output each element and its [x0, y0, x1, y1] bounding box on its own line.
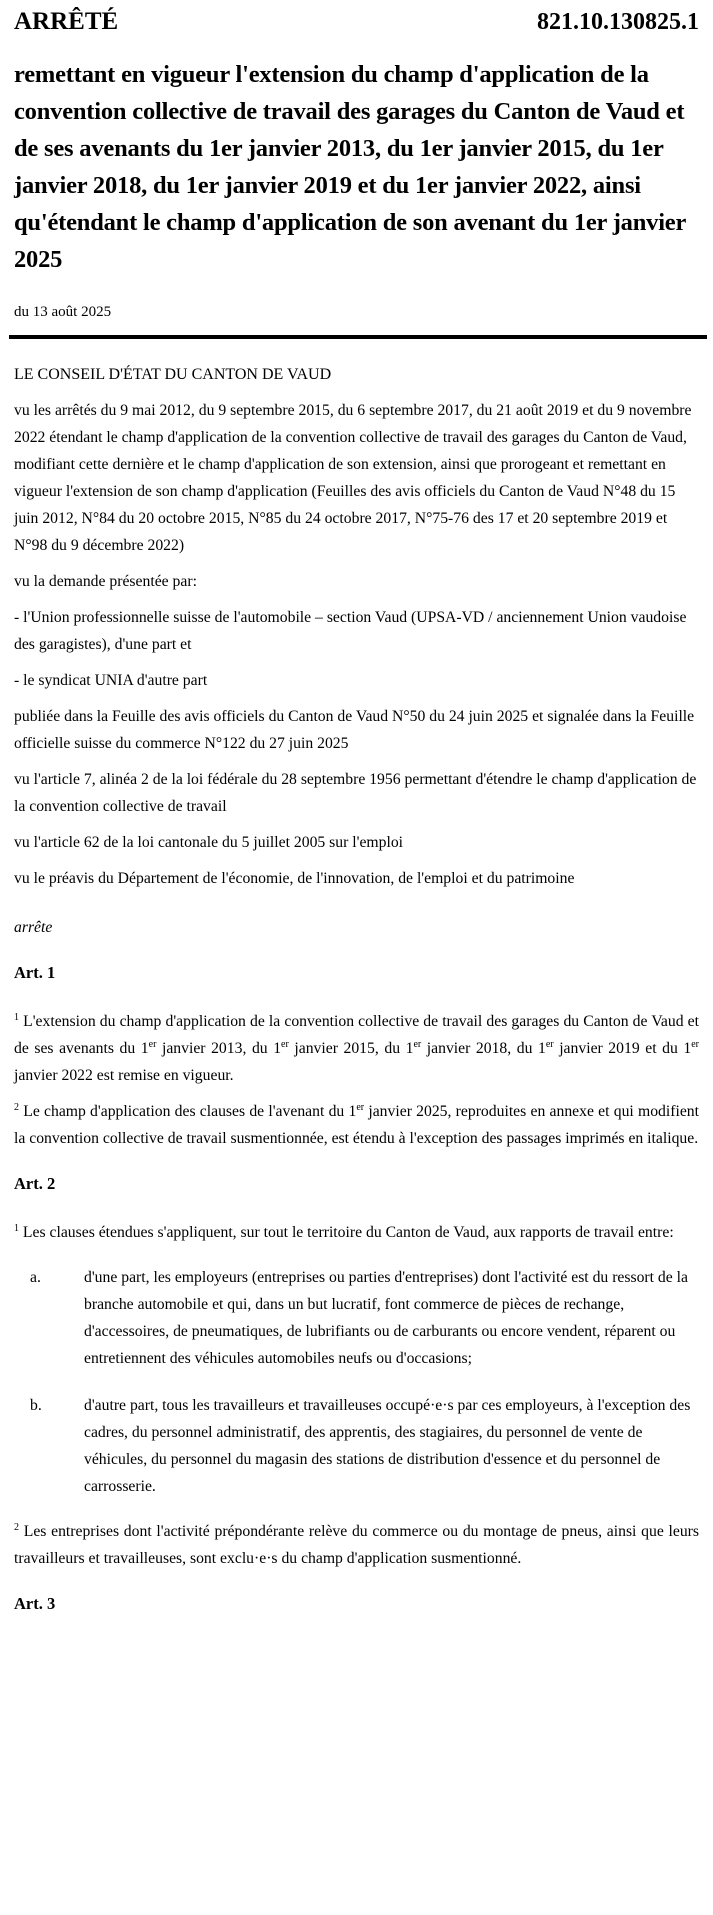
document-title: remettant en vigueur l'extension du champ d'application de la convention collective de travail des garages du Canton de Vaud et de ses avenants du 1er janvier 2013, du 1er janvier 2015, du 1er janvier 2018, du 1er janvier 2019 et du 1er janvier 2022, ainsi qu'étendant le champ d'application de son avenant du 1er janvier 2025 [14, 61, 686, 273]
list-text: d'une part, les employeurs (entreprises ou parties d'entreprises) dont l'activité est du ressort de la branche automobile et qui, dans un but lucratif, font commerce de pièces de rechange, d'accessoires, de pneumatiques, de lubrifiants ou de carburants ou encore vendent, réparent ou entretiennent des véhicules automobiles neufs ou d'occasions; [84, 1269, 688, 1367]
paragraph-text: Le champ d'application des clauses de l'avenant du 1er janvier 2025, reproduites en annexe et qui modifient la convention collective de travail susmentionnée, est étendu à l'exception des passages imprimés en italique. [14, 1101, 699, 1147]
paragraph-number: 1 [14, 1011, 19, 1023]
preamble-publication: publiée dans la Feuille des avis officiels du Canton de Vaud N°50 du 24 juin 2025 et signalée dans la Feuille officielle suisse du commerce N°122 du 27 juin 2025 [14, 708, 695, 752]
document-reference: 821.10.130825.1 [537, 9, 699, 35]
preamble-demande: vu la demande présentée par: [14, 573, 197, 590]
preamble-party-1: - l'Union professionnelle suisse de l'automobile – section Vaud (UPSA-VD / anciennement Union vaudoise des garagistes), d'une part et [14, 609, 687, 653]
list-marker: b. [30, 1397, 42, 1414]
preamble-article-62: vu l'article 62 de la loi cantonale du 5 juillet 2005 sur l'emploi [14, 834, 404, 851]
preamble-party-2: - le syndicat UNIA d'autre part [14, 672, 208, 689]
article-1-paragraph-1 [14, 1008, 699, 1089]
preamble-article-7: vu l'article 7, alinéa 2 de la loi fédérale du 28 septembre 1956 permettant d'étendre le champ d'application de la convention collective de travail [14, 771, 697, 815]
article-3-heading: Art. 3 [14, 1594, 56, 1613]
article-1-paragraph-2 [14, 1098, 699, 1152]
preamble-arretes: vu les arrêtés du 9 mai 2012, du 9 septembre 2015, du 6 septembre 2017, du 21 août 2019 et du 9 novembre 2022 étendant le champ d'application de la convention collective de travail des garages du Canton de Vaud, modifiant cette dernière et le champ d'application de son extension, ainsi que prorogeant et remettant en vigueur l'extension de son champ d'application (Feuilles des avis officiels du Canton de Vaud N°48 du 15 juin 2012, N°84 du 20 octobre 2015, N°85 du 24 octobre 2017, N°75-76 des 17 et 20 septembre 2019 et N°98 du 9 décembre 2022) [14, 402, 692, 554]
paragraph-text: L'extension du champ d'application de la convention collective de travail des garages du Canton de Vaud et de ses avenants du 1er janvier 2013, du 1er janvier 2015, du 1er janvier 2018, du 1er janvier 2019 et du 1er janvier 2022 est remise en vigueur. [14, 1013, 699, 1084]
document-date: du 13 août 2025 [14, 304, 112, 320]
preamble-preavis: vu le préavis du Département de l'économie, de l'innovation, de l'emploi et du patrimoine [14, 870, 575, 887]
document-header [14, 0, 699, 46]
paragraph-text: Les entreprises dont l'activité prépondérante relève du commerce ou du montage de pneus, ainsi que leurs travailleurs et travailleuses, sont exclu·e·s du champ d'application susmentionné. [14, 1523, 700, 1567]
article-2-paragraph-2 [14, 1518, 699, 1572]
issuing-authority: LE CONSEIL D'ÉTAT DU CANTON DE VAUD [14, 366, 332, 383]
list-marker: a. [30, 1269, 41, 1286]
article-1-heading: Art. 1 [14, 963, 56, 982]
list-text: d'autre part, tous les travailleurs et travailleuses occupé·e·s par ces employeurs, à l'exception des cadres, du personnel administratif, des apprentis, des stagiaires, du personnel de vente de véhicules, du personnel du magasin des stations de distribution d'essence et du personnel de carrosserie. [84, 1397, 691, 1495]
paragraph-number: 2 [14, 1101, 19, 1113]
paragraph-text: Les clauses étendues s'appliquent, sur tout le territoire du Canton de Vaud, aux rapports de travail entre: [22, 1224, 674, 1241]
header-divider [9, 335, 707, 339]
decision-word: arrête [14, 919, 53, 936]
list-item-a [14, 1264, 699, 1372]
list-item-b [14, 1392, 699, 1500]
document-type: ARRÊTÉ [14, 8, 119, 35]
article-2-heading: Art. 2 [14, 1174, 56, 1193]
paragraph-number: 1 [14, 1222, 19, 1234]
article-2-paragraph-1 [14, 1219, 699, 1246]
document-body [14, 361, 699, 1617]
paragraph-number: 2 [14, 1521, 19, 1533]
